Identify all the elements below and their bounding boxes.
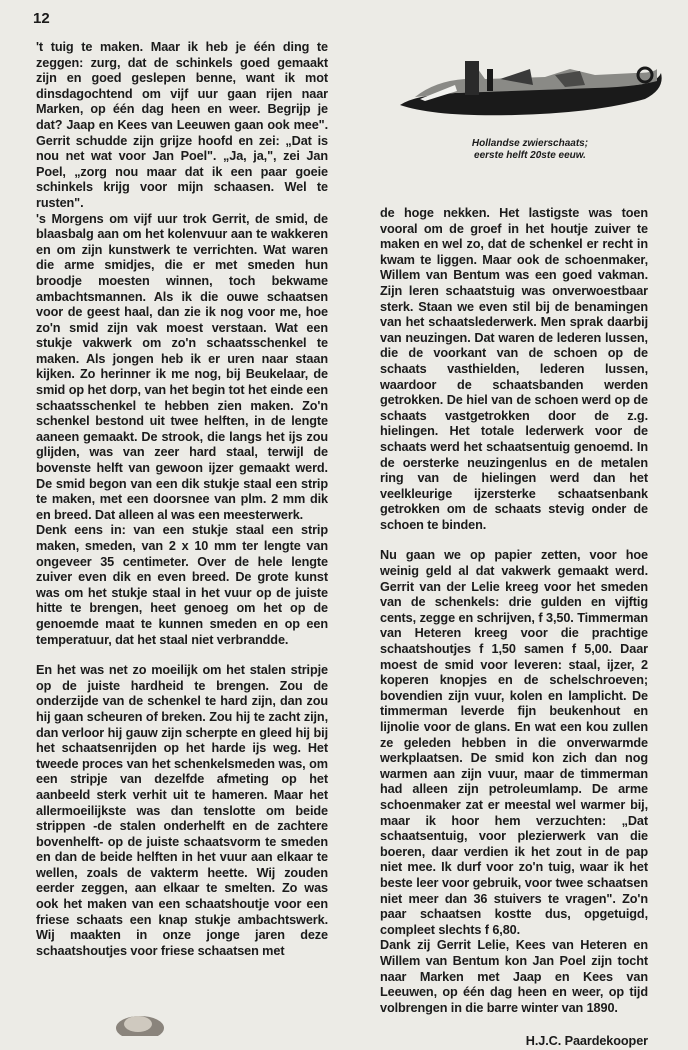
page-number: 12 xyxy=(33,10,50,27)
paragraph: Denk eens in: van een stukje staal een strip maken, smeden, van 2 x 10 mm ter lengte van ongeveer 35 centimeter. Over de hele lengte zuiver even dik en even breed. De grote kunst was om het stukje staal in het vuur op de juiste hitte te brengen, heet genoeg om het op de genoemde maat te kunnen smeden en op een temperatuur, dat het staal niet verbrandde. xyxy=(36,523,328,647)
paragraph: Nu gaan we op papier zetten, voor hoe weinig geld al dat vakwerk gemaakt werd. Gerrit van der Lelie kreeg voor het smeden van de schenkels: drie gulden en vijftig cents, zegge en schrijven, f 3,50. Timmerman van Heteren kreeg voor die prachtige schaatshoutjes f 1,50 samen f 5,00. Daar moest de smid voor leveren: staal, ijzer, 2 koperen knopjes en de schelschroeven; bovendien zijn vuur, kolen en lamplicht. De timmerman leverde fijn beukenhout en lijnolie voor de glans. En wat een kou zullen ze geleden hebben in die onverwarmde werkplaatsen. De smid kon zich dan nog warmen aan zijn vuur, maar de timmerman had alleen zijn petroleumlamp. De arme schoenmaker zat er meestal wel warmer bij, maar ik hoor hem verzuchten: „Dat schaatsentuig, voor plezierwerk van die boeren, daar verdien ik het zout in de pap niet mee. Ik durf voor zo'n tuig, waar ik het beste leer voor gebruik, voor twee schaatsen niet meer dan 36 stuivers te vragen". Zo'n paar schaatsen kostte dus, opgetuigd, compleet slechts f 6,80. xyxy=(380,548,648,937)
paragraph: Dank zij Gerrit Lelie, Kees van Heteren en Willem van Bentum kon Jan Poel zijn tocht naar Marken met Jaap en Kees van Leeuwen, op één dag heen en weer, op tijd volbrengen in die barre winter van 1890. xyxy=(380,938,648,1015)
paragraph: 't tuig te maken. Maar ik heb je één ding te zeggen: zurg, dat de schinkels goed gemaakt zijn en goed geslepen benne, want ik mot dinsdagochtend om vijf uur gaan rijen naar Marken, op één dag heen en weer. Begrijp je dat? Jaap en Kees van Leeuwen gaan ook mee". Gerrit schudde zijn grijze hoofd en zei: „Dat is nou net wat voor Jan Poel". „Ja, ja,", zei Jan Poel, „zorg nou maar dat ik een paar goeie schinkels krijg voor mijn schaasen. Wel te rusten". xyxy=(36,40,328,210)
author-signature: H.J.C. Paardekooper xyxy=(525,1034,648,1049)
bottom-decoration-icon xyxy=(110,1006,170,1036)
left-text-column xyxy=(36,40,328,959)
paragraph: En het was net zo moeilijk om het stalen stripje op de juiste hardheid te brengen. Zou de onderzijde van de schenkel te hard zijn, dan zou hij gaan scheuren of breken. Zou hij te zacht zijn, dan verloor hij gauw zijn scherpte en gleed hij bij het schaatsenrijden op het harde ijs weg. Het tweede proces van het schenkelsmeden was, om een stripje van dezelfde afmeting op het aanbeeld sterk verhit uit te hameren. Maar het allermoeilijkste was dan tenslotte om beide strippen -de stalen onderhelft en de zachtere bovenhelft- op de juiste schaatsvorm te smeden en dan de beide helften in het vuur aan elkaar te wellen, zoals de vakterm heette. Wij zouden eerder zeggen, aan elkaar te smelten. Zo was ook het maken van een schaatshoutje voor een friese schaats een knap stukje ambachtswerk. Wij maakten in onze jonge jaren deze schaatshoutjes voor friese schaatsen met xyxy=(36,663,328,958)
skate-illustration-icon xyxy=(395,55,665,125)
paragraph: de hoge nekken. Het lastigste was toen vooral om de groef in het houtje zuiver te maken en wel zo, dat de schenkel er recht in kwam te liggen. Maar ook de schoenmaker, Willem van Bentum was een goed vakman. Zijn leren schaatstuig was onverwoestbaar sterk. Staan we even stil bij de benamingen van het schaatslederwerk. Men sprak daarbij van neuzingen. Dat waren de lederen lussen, die de voorkant van de schoen op de schaats vasthielden, lederen lussen, waardoor de schaatsbanden werden getrokken. De hiel van de schoen werd op de schaats vastgetrokken door de z.g. hielingen. Het totale lederwerk voor de schaats werd het schaatsentuig genoemd. In de oersterke neuzingenlus en de metalen ring van de hielingen werd dan het veelkleurige ijzersterke schaatsenbank getrokken om de schaats stevig onder de schoen te binden. xyxy=(380,206,648,532)
illustration-caption xyxy=(430,138,630,162)
right-text-column xyxy=(380,206,648,1050)
caption-line-2: eerste helft 20ste eeuw. xyxy=(474,150,586,161)
caption-line-1: Hollandse zwierschaats; xyxy=(471,138,589,149)
paragraph: 's Morgens om vijf uur trok Gerrit, de smid, de blaasbalg aan om het kolenvuur aan te wakkeren en om zijn kunstwerk te verrichten. Wat waren die arme smidjes, die er met smeden hun broodje moesten winnen, toch bekwame ambachtsmannen. Als ik die ouwe schaatsen voor de geest haal, dan zie ik nog voor me, hoe zo'n smid zijn vak moest verstaan. Wat een stukje vakwerk om zo'n schaatsschenkel te maken. Als jongen heb ik er uren naar staan kijken. Zo herinner ik me nog, bij Beukelaar, de smid op het dorp, van het begin tot het einde een schaatsschenkel te hebben zien maken. Zo'n schenkel bestond uit twee helften, in de lengte aaneen gemaakt. De strook, die langs het ijs zou glijden, was van zeer hard staal, terwijl de bovenste helft van gewoon ijzer gemaakt werd. De smid begon van een dik stukje staal een strip te maken, met een doorsnee van plm. 2 mm dik en breed. Dat alleen al was een meesterwerk. xyxy=(36,211,328,522)
